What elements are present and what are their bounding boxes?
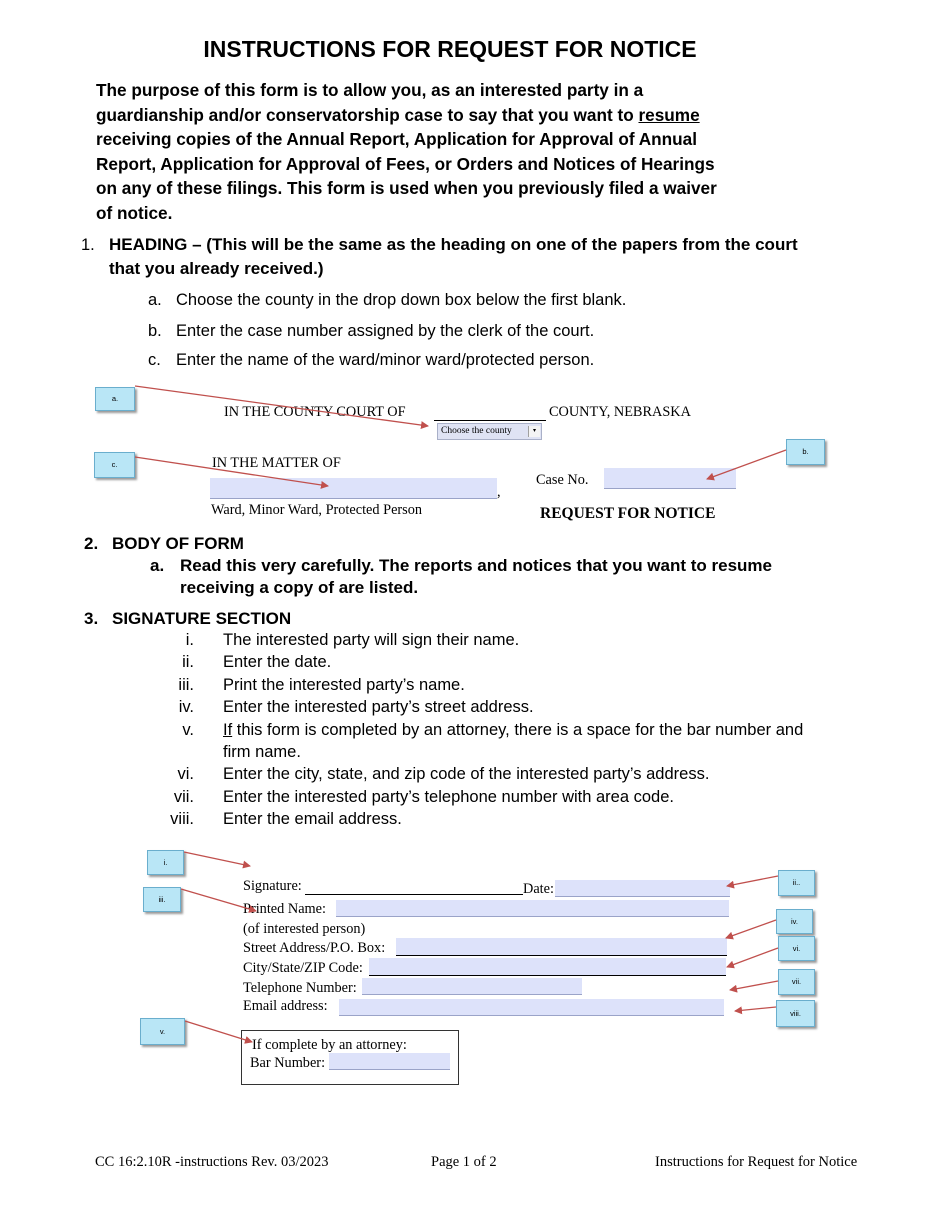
- printed-name-label: Printed Name:: [243, 901, 326, 917]
- list-item: The interested party will sign their name.: [223, 631, 520, 649]
- list-item-text: this form is completed by an attorney, there is a space for the bar number and: [232, 721, 804, 739]
- list-marker: ii.: [182, 653, 194, 671]
- case-no-label: Case No.: [536, 472, 589, 488]
- list-marker: iii.: [178, 676, 194, 694]
- arrow-v: [185, 1021, 252, 1042]
- arrow-ii: [727, 876, 778, 886]
- callout-vii: vii.: [778, 969, 815, 995]
- list-marker: vi.: [177, 765, 194, 783]
- list-marker: viii.: [170, 810, 194, 828]
- date-label: Date:: [523, 881, 554, 897]
- callout-iv: iv.: [776, 909, 813, 934]
- footer-page-number: Page 1 of 2: [431, 1154, 497, 1170]
- intro-line: Report, Application for Approval of Fees, or Orders and Notices of Hearings: [96, 153, 715, 174]
- arrow-vi: [727, 948, 778, 967]
- intro-line: The purpose of this form is to allow you, as an interested party in a: [96, 80, 644, 100]
- intro-line: receiving copies of the Annual Report, Application for Approval of Annual: [96, 129, 697, 149]
- section-number: 1.: [81, 236, 95, 254]
- email-label: Email address:: [243, 998, 328, 1014]
- callout-b: b.: [786, 439, 825, 465]
- list-item: Enter the city, state, and zip code of the interested party’s address.: [223, 765, 710, 783]
- page-title: INSTRUCTIONS FOR REQUEST FOR NOTICE: [203, 36, 697, 62]
- list-marker: a.: [150, 556, 165, 575]
- list-marker: vii.: [173, 788, 194, 806]
- callout-c: c.: [94, 452, 135, 478]
- footer-form-id: CC 16:2.10R -instructions Rev. 03/2023: [95, 1154, 329, 1170]
- callout-a: a.: [95, 387, 135, 411]
- court-suffix: COUNTY, NEBRASKA: [549, 404, 691, 420]
- list-marker: v.: [182, 721, 194, 739]
- section-heading-cont: that you already received.): [109, 259, 324, 278]
- intro-line: of notice.: [96, 202, 173, 223]
- section-heading: SIGNATURE SECTION: [112, 609, 292, 628]
- list-marker: iv.: [178, 698, 194, 716]
- list-item-cont: firm name.: [223, 743, 301, 761]
- arrow-i: [184, 852, 250, 866]
- callout-vi: vi.: [778, 936, 815, 961]
- section-number: 2.: [84, 534, 99, 553]
- callout-iii: iii.: [143, 887, 181, 912]
- court-prefix: IN THE COUNTY COURT OF: [224, 404, 406, 420]
- arrow-b: [707, 450, 786, 479]
- section-number: 3.: [84, 609, 99, 628]
- ward-label: Ward, Minor Ward, Protected Person: [211, 502, 423, 518]
- list-item: Enter the name of the ward/minor ward/protected person.: [176, 351, 595, 369]
- bar-number-label: Bar Number:: [250, 1055, 326, 1071]
- chevron-down-icon: ▾: [528, 426, 540, 437]
- list-marker: i.: [185, 631, 194, 649]
- list-marker: a.: [148, 291, 162, 309]
- underlined-word: If: [223, 721, 233, 739]
- attorney-heading: If complete by an attorney:: [252, 1037, 407, 1053]
- callout-v: v.: [140, 1018, 185, 1045]
- matter-of-label: IN THE MATTER OF: [212, 455, 341, 471]
- city-label: City/State/ZIP Code:: [243, 960, 363, 976]
- arrow-c: [135, 457, 328, 486]
- arrow-vii: [730, 981, 778, 990]
- intro-underlined-word: resume: [638, 104, 700, 125]
- list-item: Choose the county in the drop down box below the first blank.: [176, 291, 627, 309]
- list-item: Enter the email address.: [223, 810, 402, 828]
- arrow-iii: [181, 889, 256, 911]
- list-item: Enter the date.: [223, 653, 332, 671]
- section-heading: HEADING – (This will be the same as the heading on one of the papers from the court: [109, 235, 798, 254]
- list-marker: c.: [148, 351, 161, 369]
- footer-doc-title: Instructions for Request for Notice: [655, 1154, 858, 1170]
- telephone-label: Telephone Number:: [243, 980, 357, 996]
- arrow-viii: [735, 1007, 776, 1011]
- list-item: Enter the case number assigned by the clerk of the court.: [176, 322, 595, 340]
- intro-text: guardianship and/or conservatorship case to say that you want to: [96, 104, 639, 125]
- list-item: Read this very carefully. The reports and notices that you want to resume: [180, 556, 773, 575]
- ward-comma: ,: [497, 484, 501, 500]
- section-heading: BODY OF FORM: [112, 534, 244, 553]
- list-item-cont: receiving a copy of are listed.: [180, 578, 419, 597]
- form-title: REQUEST FOR NOTICE: [540, 505, 716, 522]
- arrow-a: [135, 386, 428, 426]
- signature-label: Signature:: [243, 878, 302, 894]
- list-item: Enter the interested party’s street address.: [223, 698, 534, 716]
- interested-person-note: (of interested person): [243, 921, 366, 937]
- arrow-iv: [726, 920, 776, 938]
- street-label: Street Address/P.O. Box:: [243, 940, 386, 956]
- county-dropdown-value: Choose the county: [441, 426, 512, 436]
- list-marker: b.: [148, 322, 162, 340]
- callout-viii: viii.: [776, 1000, 815, 1027]
- intro-line: on any of these filings. This form is used when you previously filed a waiver: [96, 178, 717, 198]
- list-item: Print the interested party’s name.: [223, 676, 465, 694]
- callout-i: i.: [147, 850, 184, 875]
- list-item: Enter the interested party’s telephone number with area code.: [223, 788, 674, 806]
- callout-ii: ii..: [778, 870, 815, 896]
